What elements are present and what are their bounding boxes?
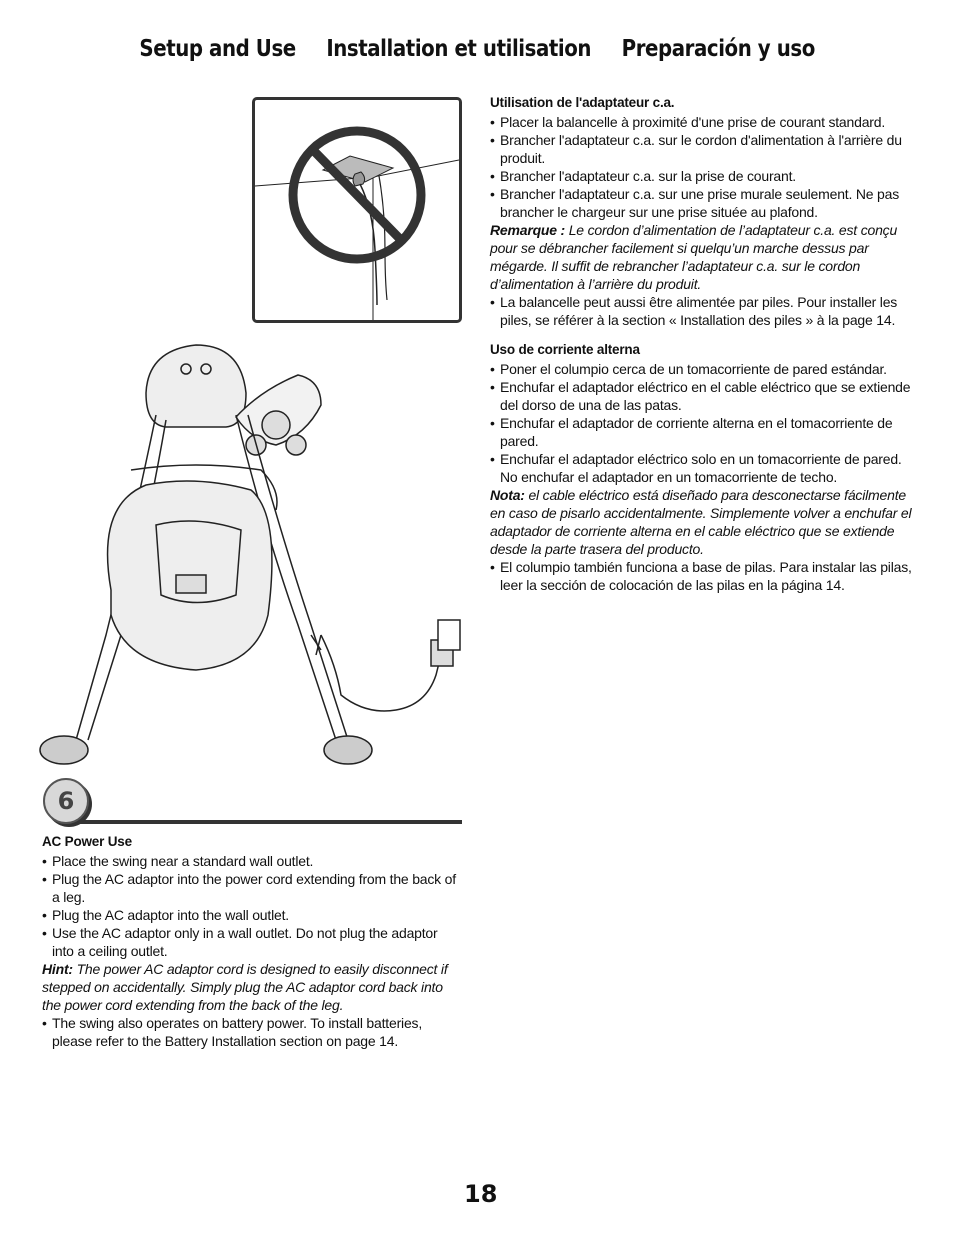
list-item: • Enchufar el adaptador eléctrico solo en un tomacorriente de pared. No enchufar el adaptador en un tomacorriente de techo. bbox=[490, 450, 920, 486]
page-header bbox=[67, 36, 887, 62]
english-bullets bbox=[42, 852, 462, 960]
list-item: • Use the AC adaptor only in a wall outlet. Do not plug the adaptor into a ceiling outlet. bbox=[42, 924, 462, 960]
french-title: Utilisation de l'adaptateur c.a. bbox=[490, 95, 675, 110]
page-number: 18 bbox=[464, 1180, 498, 1208]
list-item: • Enchufar el adaptador de corriente alterna en el tomacorriente de pared. bbox=[490, 414, 920, 450]
list-item: • Plug the AC adaptor into the power cord extending from the back of a leg. bbox=[42, 870, 462, 906]
list-item: • Brancher l'adaptateur c.a. sur le cordon d'alimentation à l'arrière du produit. bbox=[490, 131, 920, 167]
list-item: • Brancher l'adaptateur c.a. sur la prise de courant. bbox=[490, 167, 920, 185]
no-ceiling-outlet-illustration bbox=[255, 100, 459, 320]
list-item: • The swing also operates on battery power. To install batteries, please refer to the Battery Installation section on page 14. bbox=[42, 1014, 462, 1050]
spanish-bullets bbox=[490, 360, 920, 486]
spanish-bullets-end bbox=[490, 558, 920, 594]
hint-text: The power AC adaptor cord is designed to easily disconnect if stepped on accidentally. Simply plug the AC adaptor cord back into the power cord extending from the back of the leg. bbox=[42, 961, 448, 1013]
list-item: • Poner el columpio cerca de un tomacorriente de pared estándar. bbox=[490, 360, 920, 378]
list-item: • Brancher l'adaptateur c.a. sur une prise murale seulement. Ne pas brancher le chargeur sur une prise située au plafond. bbox=[490, 185, 920, 221]
list-item: • Place the swing near a standard wall outlet. bbox=[42, 852, 462, 870]
english-hint bbox=[42, 960, 462, 1014]
right-column bbox=[490, 94, 920, 594]
list-item: • Placer la balancelle à proximité d'une prise de courant standard. bbox=[490, 113, 920, 131]
header-title-fr: Installation et utilisation bbox=[326, 36, 592, 62]
list-item: • Plug the AC adaptor into the wall outlet. bbox=[42, 906, 462, 924]
note-text: Le cordon d’alimentation de l’adaptateur c.a. est conçu pour se débrancher facilement si quelqu’un marche dessus par mégarde. Il suffit de rebrancher l’adaptateur c.a. sur le cordon d’alimentation à l’arrière du produit. bbox=[490, 222, 898, 292]
step-number-badge: 6 bbox=[43, 778, 89, 824]
spanish-note bbox=[490, 486, 920, 558]
french-bullets bbox=[490, 113, 920, 221]
english-title: AC Power Use bbox=[42, 834, 132, 849]
list-item: • La balancelle peut aussi être alimentée par piles. Pour installer les piles, se référer à la section « Installation des piles » à la page 14. bbox=[490, 293, 920, 329]
spanish-title: Uso de corriente alterna bbox=[490, 342, 640, 357]
note-text: el cable eléctrico está diseñado para desconectarse fácilmente en caso de pisarlo accidentalmente. Simplemente volver a enchufar el adaptador de corriente alterna en el cable eléctrico que se extiende desde la parte trasera del producto. bbox=[490, 487, 912, 557]
ceiling-outlet-prohibited-figure bbox=[252, 97, 462, 323]
step-divider bbox=[80, 820, 462, 824]
hint-label: Hint: bbox=[42, 961, 73, 977]
header-title-en: Setup and Use bbox=[139, 36, 296, 62]
note-label: Remarque : bbox=[490, 222, 566, 238]
french-note bbox=[490, 221, 920, 293]
header-title-es: Preparación y uso bbox=[621, 36, 815, 62]
note-label: Nota: bbox=[490, 487, 525, 503]
english-section bbox=[42, 833, 462, 1050]
swing-ac-power-illustration bbox=[36, 335, 466, 775]
french-bullets-end bbox=[490, 293, 920, 329]
list-item: • Enchufar el adaptador eléctrico en el cable eléctrico que se extiende del dorso de una de las patas. bbox=[490, 378, 920, 414]
english-bullets-end bbox=[42, 1014, 462, 1050]
list-item: • El columpio también funciona a base de pilas. Para instalar las pilas, leer la sección de colocación de las pilas en la página 14. bbox=[490, 558, 920, 594]
